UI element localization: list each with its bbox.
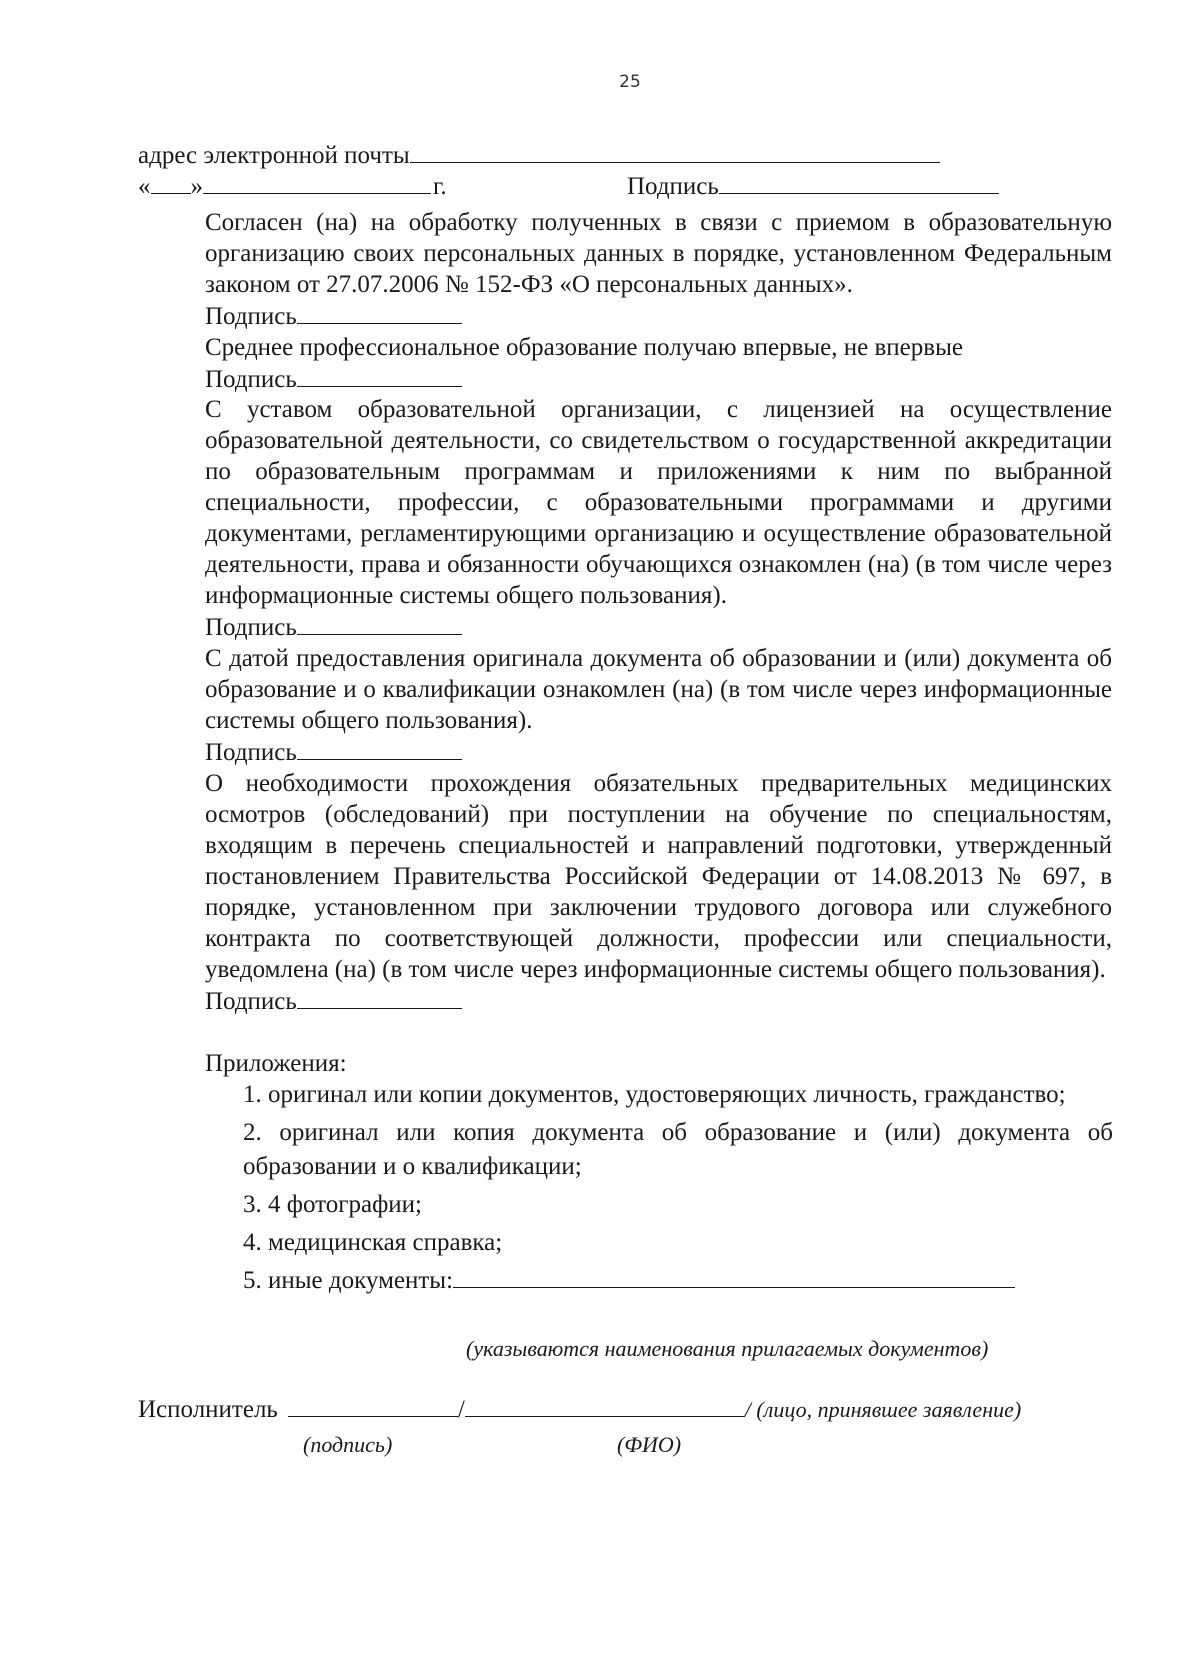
- signature-field[interactable]: [297, 612, 462, 635]
- signature-label: Подпись: [205, 988, 297, 1015]
- charter-paragraph: С уставом образовательной организации, с лицензией на осуществление образовательной деятельности, со свидетельством о государственной аккредитации по образовательным программам и приложениями к ним по выбранной специальности, профессии, с образовательными программами и другими документами, регламентирующими организацию и осуществление образовательной деятельности, права и обязанности обучающихся ознакомлен (на) (в том числе через информационные системы общего пользования).: [205, 396, 1112, 609]
- attachment-item: 2. оригинал или копия документа об образование и (или) документа об образовании и о квалификации;: [243, 1119, 1113, 1180]
- executor-end-note: / (лицо, принявшее заявление): [744, 1397, 1022, 1422]
- signature-field[interactable]: [297, 364, 462, 387]
- year-suffix: г.: [433, 173, 447, 200]
- attachments-list: [243, 1078, 1113, 1298]
- signature-line-5: [205, 986, 462, 1017]
- email-label: адрес электронной почты: [138, 142, 410, 169]
- close-quote: »: [190, 173, 203, 200]
- signature-line-4: [205, 737, 462, 768]
- signature-field[interactable]: [297, 301, 462, 324]
- attachments-title: Приложения:: [205, 1050, 347, 1077]
- signature-label: Подпись: [205, 366, 297, 393]
- other-docs-field[interactable]: [453, 1265, 1015, 1288]
- email-line: [138, 140, 940, 171]
- signature-field[interactable]: [297, 986, 462, 1009]
- original-date-paragraph: С датой предоставления оригинала документа об образовании и (или) документа об образование и о квалификации ознакомлен (на) (в том числе через информационные системы общего пользования).: [205, 645, 1112, 734]
- day-field[interactable]: [151, 171, 191, 194]
- attachment-item: 1. оригинал или копии документов, удостоверяющих личность, гражданство;: [243, 1081, 1066, 1108]
- attachment-item: 4. медицинская справка;: [243, 1229, 503, 1256]
- consent-paragraph: Согласен (на) на обработку полученных в связи с приемом в образовательную организацию своих персональных данных в порядке, установленном Федеральным законом от 27.07.2006 № 152-ФЗ «О персональных данных».: [205, 209, 1112, 298]
- spo-paragraph: Среднее профессиональное образование получаю впервые, не впервые: [205, 334, 963, 361]
- attachment-item: 3. 4 фотографии;: [243, 1191, 422, 1218]
- executor-name-field[interactable]: [465, 1394, 745, 1417]
- signature-label: Подпись: [205, 614, 297, 641]
- date-signature-label: Подпись: [627, 173, 719, 200]
- signature-field[interactable]: [297, 737, 462, 760]
- executor-label: Исполнитель: [138, 1396, 278, 1423]
- open-quote: «: [138, 173, 151, 200]
- signature-label: Подпись: [205, 739, 297, 766]
- signature-line-3: [205, 612, 462, 643]
- date-line: [138, 171, 447, 202]
- signature-caption: (подпись): [303, 1432, 393, 1457]
- page-number: 25: [619, 72, 641, 92]
- date-signature-field[interactable]: [719, 171, 999, 194]
- name-caption: (ФИО): [617, 1432, 682, 1457]
- executor-signature-field[interactable]: [288, 1394, 458, 1417]
- date-signature: [627, 171, 999, 202]
- other-docs-label: 5. иные документы:: [243, 1267, 454, 1294]
- email-field[interactable]: [410, 140, 940, 163]
- medical-paragraph: О необходимости прохождения обязательных предварительных медицинских осмотров (обследований) при поступлении на обучение по специальностям, входящим в перечень специальностей и направлений подготовки, утвержденный постановлением Правительства Российской Федерации от 14.08.2013 № 697, в порядке, установленном при заключении трудового договора или служебного контракта по соответствующей должности, профессии или специальности, уведомлена (на) (в том числе через информационные системы общего пользования).: [205, 770, 1112, 983]
- executor-slash: /: [457, 1396, 465, 1423]
- signature-line-2: [205, 364, 462, 395]
- month-field[interactable]: [203, 171, 431, 194]
- executor-line: [138, 1394, 1021, 1425]
- signature-label: Подпись: [205, 303, 297, 330]
- attachments-note: (указываются наименования прилагаемых документов): [466, 1336, 989, 1361]
- attachment-item-other: [243, 1264, 1113, 1298]
- signature-line-1: [205, 301, 462, 332]
